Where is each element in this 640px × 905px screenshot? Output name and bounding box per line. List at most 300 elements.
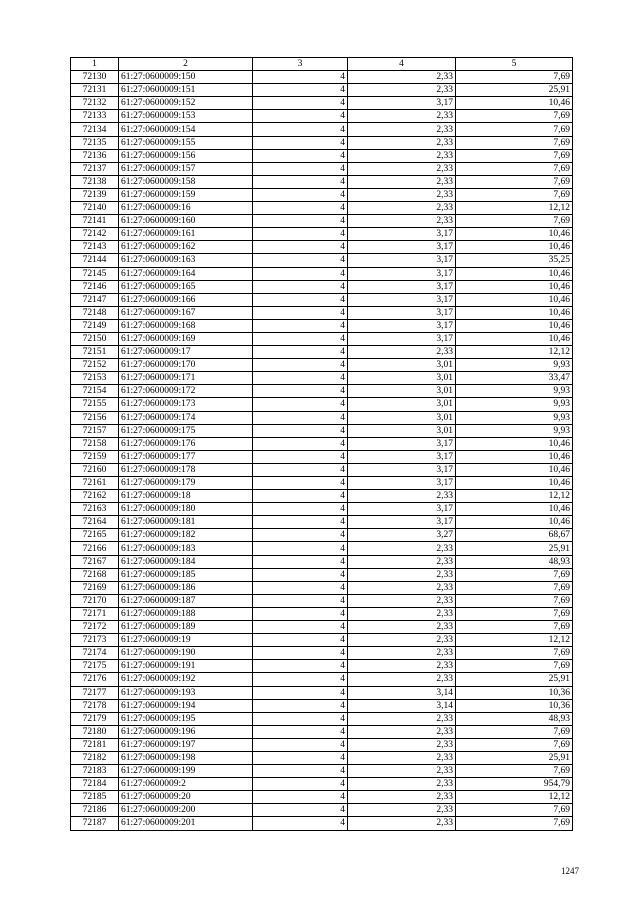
table-cell-col-5: 25,91 — [456, 673, 573, 686]
table-cell-col-1: 72159 — [71, 450, 119, 463]
table-row — [71, 372, 573, 385]
table-cell-col-5: 7,69 — [456, 149, 573, 162]
table-cell-col-1: 72147 — [71, 293, 119, 306]
table-cell-col-5: 7,69 — [456, 725, 573, 738]
table-cell-col-1: 72131 — [71, 84, 119, 97]
table-cell-col-3: 4 — [253, 319, 348, 332]
table-cell-col-1: 72144 — [71, 254, 119, 267]
table-cell-col-2: 61:27:0600009:181 — [119, 516, 253, 529]
table-row — [71, 778, 573, 791]
table-cell-col-2: 61:27:0600009:172 — [119, 385, 253, 398]
table-row — [71, 175, 573, 188]
table-cell-col-5: 10,46 — [456, 293, 573, 306]
table-cell-col-3: 4 — [253, 463, 348, 476]
table-cell-col-1: 72130 — [71, 71, 119, 84]
table-cell-col-2: 61:27:0600009:188 — [119, 607, 253, 620]
table-row — [71, 804, 573, 817]
table-cell-col-3: 4 — [253, 555, 348, 568]
table-row — [71, 450, 573, 463]
table-cell-col-3: 4 — [253, 738, 348, 751]
table-cell-col-2: 61:27:0600009:190 — [119, 647, 253, 660]
table-cell-col-4: 3,01 — [348, 411, 456, 424]
table-cell-col-2: 61:27:0600009:2 — [119, 778, 253, 791]
table-cell-col-4: 2,33 — [348, 751, 456, 764]
table-cell-col-4: 3,17 — [348, 319, 456, 332]
table-cell-col-5: 7,69 — [456, 188, 573, 201]
table-cell-col-2: 61:27:0600009:192 — [119, 673, 253, 686]
table-cell-col-4: 3,17 — [348, 241, 456, 254]
table-row — [71, 71, 573, 84]
table-cell-col-5: 10,36 — [456, 699, 573, 712]
table-cell-col-1: 72181 — [71, 738, 119, 751]
table-cell-col-5: 10,46 — [456, 319, 573, 332]
table-cell-col-1: 72146 — [71, 280, 119, 293]
table-cell-col-4: 2,33 — [348, 84, 456, 97]
table-cell-col-3: 4 — [253, 437, 348, 450]
table-row — [71, 359, 573, 372]
table-cell-col-4: 3,17 — [348, 267, 456, 280]
table-cell-col-4: 2,33 — [348, 188, 456, 201]
table-cell-col-1: 72139 — [71, 188, 119, 201]
table-cell-col-3: 4 — [253, 529, 348, 542]
table-row — [71, 123, 573, 136]
table-cell-col-5: 7,69 — [456, 71, 573, 84]
table-cell-col-3: 4 — [253, 516, 348, 529]
table-cell-col-3: 4 — [253, 84, 348, 97]
table-cell-col-4: 2,33 — [348, 346, 456, 359]
table-cell-col-1: 72171 — [71, 607, 119, 620]
table-row — [71, 254, 573, 267]
table-cell-col-2: 61:27:0600009:152 — [119, 97, 253, 110]
table-cell-col-3: 4 — [253, 791, 348, 804]
table-cell-col-4: 2,33 — [348, 765, 456, 778]
table-cell-col-4: 2,33 — [348, 202, 456, 215]
table-row — [71, 607, 573, 620]
table-cell-col-5: 7,69 — [456, 607, 573, 620]
table-cell-col-1: 72177 — [71, 686, 119, 699]
table-cell-col-5: 7,69 — [456, 175, 573, 188]
table-row — [71, 542, 573, 555]
table-row — [71, 699, 573, 712]
table-cell-col-2: 61:27:0600009:166 — [119, 293, 253, 306]
table-cell-col-4: 2,33 — [348, 607, 456, 620]
table-cell-col-1: 72151 — [71, 346, 119, 359]
table-cell-col-4: 2,33 — [348, 110, 456, 123]
table-cell-col-4: 2,33 — [348, 778, 456, 791]
table-cell-col-5: 10,46 — [456, 228, 573, 241]
table-cell-col-5: 7,69 — [456, 738, 573, 751]
table-cell-col-4: 2,33 — [348, 149, 456, 162]
table-cell-col-2: 61:27:0600009:191 — [119, 660, 253, 673]
table-cell-col-1: 72138 — [71, 175, 119, 188]
table-row — [71, 660, 573, 673]
table-cell-col-5: 7,69 — [456, 568, 573, 581]
table-cell-col-1: 72153 — [71, 372, 119, 385]
table-cell-col-2: 61:27:0600009:151 — [119, 84, 253, 97]
table-row — [71, 110, 573, 123]
table-cell-col-2: 61:27:0600009:201 — [119, 817, 253, 830]
table-cell-col-4: 2,33 — [348, 712, 456, 725]
table-row — [71, 765, 573, 778]
table-cell-col-5: 7,69 — [456, 621, 573, 634]
table-cell-col-1: 72133 — [71, 110, 119, 123]
table-cell-col-1: 72186 — [71, 804, 119, 817]
header-cell-5: 5 — [456, 58, 573, 71]
table-row — [71, 241, 573, 254]
table-cell-col-1: 72179 — [71, 712, 119, 725]
table-cell-col-3: 4 — [253, 647, 348, 660]
table-cell-col-3: 4 — [253, 188, 348, 201]
table-cell-col-4: 3,17 — [348, 280, 456, 293]
table-cell-col-1: 72180 — [71, 725, 119, 738]
table-cell-col-2: 61:27:0600009:170 — [119, 359, 253, 372]
table-cell-col-2: 61:27:0600009:193 — [119, 686, 253, 699]
table-row — [71, 817, 573, 830]
table-row — [71, 529, 573, 542]
table-cell-col-2: 61:27:0600009:200 — [119, 804, 253, 817]
table-cell-col-4: 3,17 — [348, 254, 456, 267]
table-cell-col-4: 3,17 — [348, 477, 456, 490]
table-row — [71, 162, 573, 175]
table-cell-col-4: 3,01 — [348, 398, 456, 411]
table-row — [71, 97, 573, 110]
table-cell-col-3: 4 — [253, 817, 348, 830]
header-cell-1: 1 — [71, 58, 119, 71]
table-row — [71, 306, 573, 319]
table-cell-col-5: 10,46 — [456, 450, 573, 463]
table-cell-col-1: 72135 — [71, 136, 119, 149]
table-cell-col-4: 3,17 — [348, 293, 456, 306]
table-row — [71, 463, 573, 476]
table-cell-col-2: 61:27:0600009:199 — [119, 765, 253, 778]
table-cell-col-1: 72157 — [71, 424, 119, 437]
table-row — [71, 332, 573, 345]
table-cell-col-4: 3,17 — [348, 332, 456, 345]
table-cell-col-2: 61:27:0600009:163 — [119, 254, 253, 267]
table-cell-col-1: 72155 — [71, 398, 119, 411]
table-cell-col-3: 4 — [253, 359, 348, 372]
table-cell-col-3: 4 — [253, 398, 348, 411]
table-cell-col-1: 72158 — [71, 437, 119, 450]
table-cell-col-5: 48,93 — [456, 555, 573, 568]
table-cell-col-5: 9,93 — [456, 411, 573, 424]
table-cell-col-2: 61:27:0600009:187 — [119, 594, 253, 607]
table-row — [71, 202, 573, 215]
table-cell-col-3: 4 — [253, 97, 348, 110]
table-cell-col-3: 4 — [253, 267, 348, 280]
table-cell-col-2: 61:27:0600009:183 — [119, 542, 253, 555]
table-row — [71, 647, 573, 660]
table-cell-col-2: 61:27:0600009:160 — [119, 215, 253, 228]
table-cell-col-1: 72149 — [71, 319, 119, 332]
table-cell-col-2: 61:27:0600009:157 — [119, 162, 253, 175]
table-cell-col-1: 72166 — [71, 542, 119, 555]
table-cell-col-4: 2,33 — [348, 594, 456, 607]
table-cell-col-1: 72143 — [71, 241, 119, 254]
table-cell-col-5: 7,69 — [456, 817, 573, 830]
table-cell-col-2: 61:27:0600009:171 — [119, 372, 253, 385]
table-cell-col-4: 2,33 — [348, 817, 456, 830]
table-cell-col-2: 61:27:0600009:154 — [119, 123, 253, 136]
table-cell-col-3: 4 — [253, 280, 348, 293]
table-cell-col-5: 10,46 — [456, 516, 573, 529]
table-cell-col-1: 72183 — [71, 765, 119, 778]
table-row — [71, 188, 573, 201]
table-cell-col-5: 9,93 — [456, 385, 573, 398]
table-cell-col-1: 72187 — [71, 817, 119, 830]
table-cell-col-5: 10,46 — [456, 280, 573, 293]
table-cell-col-5: 10,46 — [456, 97, 573, 110]
table-cell-col-3: 4 — [253, 503, 348, 516]
table-cell-col-3: 4 — [253, 477, 348, 490]
table-cell-col-3: 4 — [253, 765, 348, 778]
table-cell-col-3: 4 — [253, 686, 348, 699]
table-cell-col-5: 10,46 — [456, 463, 573, 476]
table-cell-col-1: 72172 — [71, 621, 119, 634]
table-cell-col-2: 61:27:0600009:185 — [119, 568, 253, 581]
table-cell-col-3: 4 — [253, 673, 348, 686]
table-cell-col-5: 68,67 — [456, 529, 573, 542]
table-cell-col-2: 61:27:0600009:169 — [119, 332, 253, 345]
table-cell-col-4: 2,33 — [348, 555, 456, 568]
table-row — [71, 424, 573, 437]
table-cell-col-5: 7,69 — [456, 581, 573, 594]
table-cell-col-5: 10,46 — [456, 267, 573, 280]
table-cell-col-1: 72132 — [71, 97, 119, 110]
table-cell-col-1: 72167 — [71, 555, 119, 568]
table-cell-col-1: 72164 — [71, 516, 119, 529]
table-cell-col-3: 4 — [253, 71, 348, 84]
table-cell-col-2: 61:27:0600009:162 — [119, 241, 253, 254]
page-number: 1247 — [561, 866, 579, 876]
table-cell-col-4: 2,33 — [348, 568, 456, 581]
table-cell-col-3: 4 — [253, 202, 348, 215]
table-cell-col-3: 4 — [253, 712, 348, 725]
table-cell-col-2: 61:27:0600009:184 — [119, 555, 253, 568]
table-cell-col-1: 72152 — [71, 359, 119, 372]
table-cell-col-2: 61:27:0600009:178 — [119, 463, 253, 476]
table-cell-col-5: 9,93 — [456, 398, 573, 411]
data-table — [70, 57, 573, 831]
table-row — [71, 594, 573, 607]
table-cell-col-4: 3,17 — [348, 503, 456, 516]
table-cell-col-2: 61:27:0600009:182 — [119, 529, 253, 542]
table-cell-col-4: 3,14 — [348, 699, 456, 712]
table-cell-col-2: 61:27:0600009:164 — [119, 267, 253, 280]
table-cell-col-5: 7,69 — [456, 594, 573, 607]
table-cell-col-3: 4 — [253, 542, 348, 555]
table-cell-col-3: 4 — [253, 660, 348, 673]
table-cell-col-5: 7,69 — [456, 110, 573, 123]
table-cell-col-3: 4 — [253, 607, 348, 620]
table-cell-col-1: 72168 — [71, 568, 119, 581]
table-cell-col-3: 4 — [253, 254, 348, 267]
table-cell-col-4: 3,14 — [348, 686, 456, 699]
header-row — [71, 58, 573, 71]
table-cell-col-3: 4 — [253, 385, 348, 398]
table-cell-col-1: 72169 — [71, 581, 119, 594]
table-cell-col-5: 10,46 — [456, 306, 573, 319]
table-cell-col-1: 72136 — [71, 149, 119, 162]
table-cell-col-2: 61:27:0600009:196 — [119, 725, 253, 738]
table-cell-col-5: 12,12 — [456, 634, 573, 647]
table-row — [71, 215, 573, 228]
table-cell-col-3: 4 — [253, 568, 348, 581]
table-cell-col-1: 72162 — [71, 490, 119, 503]
table-row — [71, 437, 573, 450]
table-cell-col-5: 7,69 — [456, 765, 573, 778]
table-cell-col-4: 2,33 — [348, 581, 456, 594]
table-row — [71, 751, 573, 764]
table-row — [71, 791, 573, 804]
table-cell-col-4: 2,33 — [348, 490, 456, 503]
table-cell-col-3: 4 — [253, 778, 348, 791]
table-body — [71, 71, 573, 830]
table-cell-col-5: 9,93 — [456, 424, 573, 437]
table-cell-col-5: 9,93 — [456, 359, 573, 372]
table-cell-col-2: 61:27:0600009:159 — [119, 188, 253, 201]
table-row — [71, 385, 573, 398]
table-cell-col-3: 4 — [253, 306, 348, 319]
table-cell-col-4: 2,33 — [348, 215, 456, 228]
table-cell-col-4: 3,01 — [348, 385, 456, 398]
table-cell-col-2: 61:27:0600009:161 — [119, 228, 253, 241]
table-cell-col-4: 2,33 — [348, 136, 456, 149]
table-cell-col-4: 3,01 — [348, 424, 456, 437]
table-cell-col-1: 72145 — [71, 267, 119, 280]
table-cell-col-5: 10,46 — [456, 332, 573, 345]
table-cell-col-4: 2,33 — [348, 634, 456, 647]
table-cell-col-1: 72137 — [71, 162, 119, 175]
table-cell-col-3: 4 — [253, 490, 348, 503]
table-cell-col-3: 4 — [253, 110, 348, 123]
table-cell-col-3: 4 — [253, 346, 348, 359]
table-row — [71, 568, 573, 581]
header-cell-3: 3 — [253, 58, 348, 71]
table-row — [71, 398, 573, 411]
table-row — [71, 346, 573, 359]
table-cell-col-2: 61:27:0600009:195 — [119, 712, 253, 725]
table-cell-col-2: 61:27:0600009:18 — [119, 490, 253, 503]
table-cell-col-1: 72161 — [71, 477, 119, 490]
table-row — [71, 725, 573, 738]
table-cell-col-3: 4 — [253, 621, 348, 634]
table-cell-col-2: 61:27:0600009:176 — [119, 437, 253, 450]
table-cell-col-3: 4 — [253, 149, 348, 162]
table-cell-col-4: 3,01 — [348, 359, 456, 372]
table-row — [71, 267, 573, 280]
table-cell-col-2: 61:27:0600009:179 — [119, 477, 253, 490]
table-cell-col-2: 61:27:0600009:197 — [119, 738, 253, 751]
table-cell-col-5: 7,69 — [456, 804, 573, 817]
table-cell-col-3: 4 — [253, 450, 348, 463]
table-cell-col-1: 72150 — [71, 332, 119, 345]
table-cell-col-1: 72160 — [71, 463, 119, 476]
table-cell-col-2: 61:27:0600009:158 — [119, 175, 253, 188]
table-row — [71, 84, 573, 97]
table-cell-col-4: 2,33 — [348, 725, 456, 738]
table-row — [71, 319, 573, 332]
table-cell-col-1: 72156 — [71, 411, 119, 424]
table-cell-col-2: 61:27:0600009:175 — [119, 424, 253, 437]
table-cell-col-1: 72163 — [71, 503, 119, 516]
table-row — [71, 673, 573, 686]
table-cell-col-2: 61:27:0600009:194 — [119, 699, 253, 712]
table-cell-col-4: 3,17 — [348, 450, 456, 463]
table-cell-col-2: 61:27:0600009:186 — [119, 581, 253, 594]
table-cell-col-4: 3,01 — [348, 372, 456, 385]
table-row — [71, 621, 573, 634]
table-cell-col-5: 7,69 — [456, 136, 573, 149]
table-cell-col-4: 3,27 — [348, 529, 456, 542]
table-cell-col-1: 72175 — [71, 660, 119, 673]
table-cell-col-5: 7,69 — [456, 162, 573, 175]
table-cell-col-5: 10,46 — [456, 503, 573, 516]
table-cell-col-4: 2,33 — [348, 71, 456, 84]
table-cell-col-5: 25,91 — [456, 751, 573, 764]
table-row — [71, 411, 573, 424]
table-cell-col-2: 61:27:0600009:177 — [119, 450, 253, 463]
table-cell-col-2: 61:27:0600009:20 — [119, 791, 253, 804]
table-row — [71, 581, 573, 594]
table-cell-col-4: 2,33 — [348, 162, 456, 175]
table-cell-col-3: 4 — [253, 634, 348, 647]
table-cell-col-5: 48,93 — [456, 712, 573, 725]
table-cell-col-4: 2,33 — [348, 804, 456, 817]
header-cell-2: 2 — [119, 58, 253, 71]
table-cell-col-1: 72173 — [71, 634, 119, 647]
table-cell-col-3: 4 — [253, 241, 348, 254]
table-cell-col-3: 4 — [253, 136, 348, 149]
table-row — [71, 634, 573, 647]
table-cell-col-1: 72176 — [71, 673, 119, 686]
table-cell-col-1: 72185 — [71, 791, 119, 804]
table-cell-col-4: 2,33 — [348, 738, 456, 751]
table-cell-col-4: 3,17 — [348, 463, 456, 476]
table-cell-col-3: 4 — [253, 123, 348, 136]
table-cell-col-5: 33,47 — [456, 372, 573, 385]
table-cell-col-2: 61:27:0600009:17 — [119, 346, 253, 359]
table-cell-col-2: 61:27:0600009:153 — [119, 110, 253, 123]
table-cell-col-1: 72174 — [71, 647, 119, 660]
table-row — [71, 712, 573, 725]
table-cell-col-2: 61:27:0600009:156 — [119, 149, 253, 162]
table-cell-col-3: 4 — [253, 699, 348, 712]
table-cell-col-2: 61:27:0600009:198 — [119, 751, 253, 764]
header-cell-4: 4 — [348, 58, 456, 71]
table-cell-col-5: 7,69 — [456, 660, 573, 673]
table-cell-col-1: 72140 — [71, 202, 119, 215]
table-cell-col-4: 2,33 — [348, 621, 456, 634]
table-cell-col-1: 72148 — [71, 306, 119, 319]
table-cell-col-3: 4 — [253, 424, 348, 437]
table-cell-col-4: 3,17 — [348, 516, 456, 529]
table-cell-col-2: 61:27:0600009:16 — [119, 202, 253, 215]
table-cell-col-4: 2,33 — [348, 791, 456, 804]
table-cell-col-5: 35,25 — [456, 254, 573, 267]
table-cell-col-3: 4 — [253, 228, 348, 241]
table-row — [71, 516, 573, 529]
table-cell-col-3: 4 — [253, 751, 348, 764]
table-cell-col-5: 7,69 — [456, 215, 573, 228]
table-cell-col-5: 25,91 — [456, 84, 573, 97]
table-row — [71, 490, 573, 503]
table-cell-col-3: 4 — [253, 293, 348, 306]
table-cell-col-3: 4 — [253, 372, 348, 385]
table-cell-col-4: 2,33 — [348, 123, 456, 136]
table-cell-col-2: 61:27:0600009:19 — [119, 634, 253, 647]
table-cell-col-5: 10,46 — [456, 477, 573, 490]
